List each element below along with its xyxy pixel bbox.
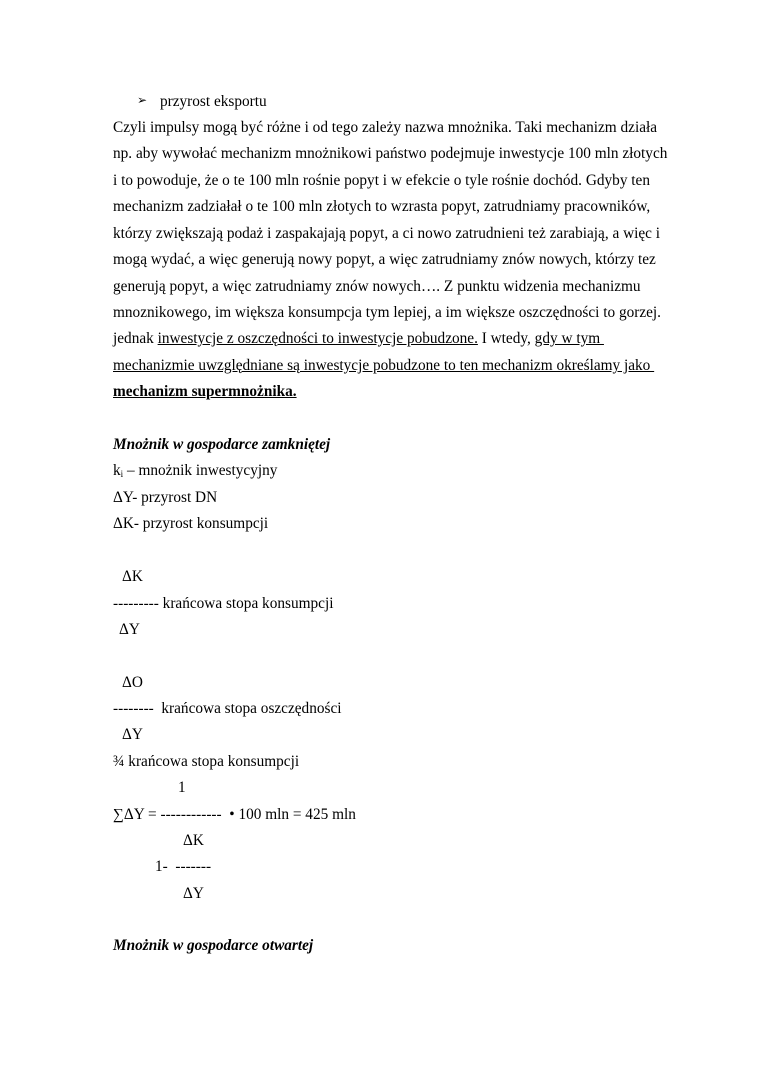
formula2-line: -------- krańcowa stopa oszczędności [113,700,342,717]
formula1-denominator: ΔY [119,621,140,638]
arrow-bullet-icon: ➢ [137,93,148,107]
paragraph-line: generują popyt, a więc zatrudniamy znów nowych…. Z punktu widzenia mechanizmu [113,278,641,295]
paragraph-line [113,330,604,348]
paragraph-line: którzy zwiększają podaż i zaspakajają popyt, a ci nowo zatrudnieni też zarabiają, a więc i [113,225,661,242]
section-heading-open: Mnożnik w gospodarce otwartej [113,937,314,954]
paragraph-line: np. aby wywołać mechanizm mnożnikowi państwo podejmuje inwestycje 100 mln złotych [113,145,668,162]
definition-dy: ΔY- przyrost DN [113,489,218,506]
formula1-line: --------- krańcowa stopa konsumpcji [113,595,334,612]
underlined-text: gdy w tym [534,330,604,347]
formula1-numerator: ΔK [122,568,143,585]
paragraph-line: i to powoduje, że o te 100 mln rośnie popyt i w efekcie o tyle rośnie dochód. Gdyby ten [113,172,650,189]
underlined-line: mechanizmie uwzględniane są inwestycje pobudzone to ten mechanizm określamy jako [113,357,655,374]
section-heading-closed: Mnożnik w gospodarce zamkniętej [113,436,331,453]
definition-ki [113,462,277,483]
formula3-equation: ∑ΔY = ------------ • 100 mln = 425 mln [113,806,356,823]
ki-subscript: i [120,469,124,479]
paragraph-line: mnoznikowego, im większa konsumpcja tym lepiej, a im większe oszczędności to gorzej. [113,304,661,321]
formula2-numerator: ΔO [122,674,143,691]
formula3-minus-line: 1- ------- [155,858,212,875]
definition-dk: ΔK- przyrost konsumpcji [113,515,269,532]
formula3-numerator-one: 1 [178,779,186,796]
formula2-denominator: ΔY [122,726,143,743]
underlined-text: inwestycje z oszczędności to inwestycje pobudzone. [157,330,478,347]
formula3-note: ¾ krańcowa stopa konsumpcji [113,753,300,770]
text-run: I wtedy, [477,330,535,347]
bold-underlined-term: mechanizm supermnożnika. [113,383,297,400]
paragraph-line: mechanizm zadziałał o te 100 mln złotych to wzrasta popyt, zatrudniamy pracowników, [113,198,651,215]
ki-description: – mnożnik inwestycyjny [123,462,278,479]
paragraph-line: mogą wydać, a więc generują nowy popyt, a więc zatrudniamy znów nowych, którzy tez [113,251,656,268]
text-run: jednak [113,330,158,347]
paragraph-line: Czyli impulsy mogą być różne i od tego zależy nazwa mnożnika. Taki mechanizm działa [113,119,658,136]
bullet-text: przyrost eksportu [160,93,267,110]
formula3-inner-numerator: ΔK [183,832,204,849]
ki-symbol: k [113,462,121,479]
formula3-inner-denominator: ΔY [183,885,204,902]
